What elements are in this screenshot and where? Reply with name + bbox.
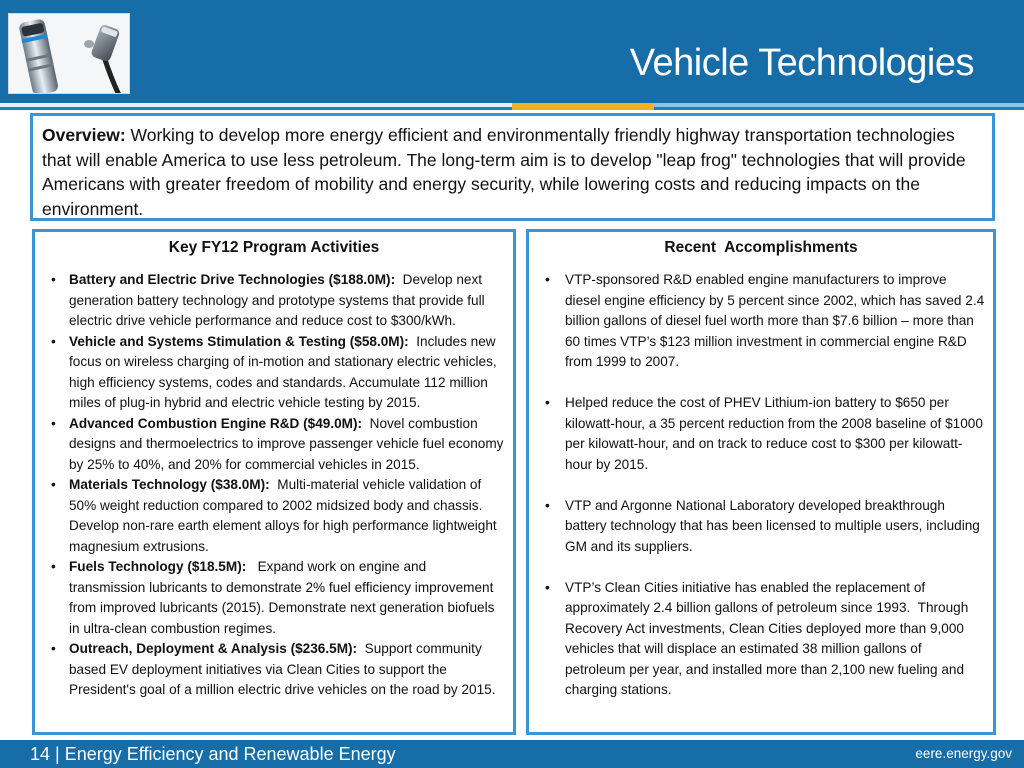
- item-text: Helped reduce the cost of PHEV Lithium-ion battery to $650 per kilowatt-hour, a 35 percent reduction from the 2008 baseline of $1000 per kilowatt-hour, and on track to reduce cost to $300 per kilowatt-hour by 2015.: [565, 395, 983, 472]
- list-item: [43, 414, 505, 476]
- item-text: Develop next generation battery technology and prototype systems that provide full electric drive vehicle performance and reduce cost to $300/kWh.: [69, 272, 485, 328]
- item-title: Vehicle and Systems Stimulation & Testing ($58.0M):: [69, 333, 409, 349]
- item-text: Support community based EV deployment initiatives via Clean Cities to support the President's goal of a million electric drive vehicles on the road by 2015.: [69, 641, 496, 697]
- item-title: Battery and Electric Drive Technologies ($188.0M):: [69, 272, 396, 287]
- bullet-icon: •: [51, 272, 56, 287]
- list-item: [43, 332, 505, 414]
- page-title: Vehicle Technologies: [629, 42, 974, 84]
- list-item: [537, 496, 985, 558]
- accomplishments-panel: [526, 229, 996, 735]
- footer-url[interactable]: eere.energy.gov: [915, 746, 1012, 761]
- item-text: Multi-material vehicle validation of 50% weight reduction compared to 2002 midsized body and chassis. Develop non-rare earth element alloys for high performance lightweight magnesium extrusions.: [69, 477, 497, 554]
- ev-charging-plug-image: [8, 13, 130, 94]
- list-item: [43, 475, 505, 557]
- bullet-icon: •: [545, 272, 550, 287]
- item-text: Includes new focus on wireless charging of in-motion and stationary electric vehicles, high efficiency systems, codes and standards. Accumulate 112 million miles of plug-in hybrid and electric vehicle testing by 2015.: [69, 333, 497, 410]
- list-item: [537, 270, 985, 373]
- page-number: 14: [30, 744, 51, 764]
- list-item: [43, 557, 505, 639]
- header-stripe-gold: [512, 103, 654, 110]
- list-item: [43, 270, 505, 332]
- item-text: Expand work on engine and transmission lubricants to demonstrate 2% fuel efficiency improvement from improved lubricants (2015). Demonstrate next generation biofuels in ultra-clean combustion regimes.: [69, 559, 495, 636]
- item-title: Advanced Combustion Engine R&D ($49.0M):: [69, 415, 363, 431]
- program-activities-heading: Key FY12 Program Activities: [168, 239, 380, 256]
- ev-charging-plug-icon: [9, 14, 130, 94]
- item-title: Materials Technology ($38.0M):: [69, 477, 270, 492]
- footer-left: [30, 742, 396, 766]
- footer-bar: [0, 740, 1024, 768]
- footer-separator: |: [55, 744, 60, 764]
- bullet-icon: •: [51, 477, 56, 492]
- item-title: Fuels Technology ($18.5M):: [69, 559, 247, 574]
- item-text: VTP-sponsored R&D enabled engine manufacturers to improve diesel engine efficiency by 5 percent since 2002, which has saved 2.4 billion gallons of diesel fuel worth more than $7.6 billion – more than 60 times VTP’s $123 million investment in commercial engine R&D from 1999 to 2007.: [565, 272, 985, 369]
- bullet-icon: •: [545, 579, 550, 595]
- bullet-icon: •: [545, 395, 550, 410]
- bullet-icon: •: [545, 497, 550, 513]
- overview-label: Overview:: [42, 125, 126, 145]
- footer-org: Energy Efficiency and Renewable Energy: [64, 744, 396, 764]
- item-title: Outreach, Deployment & Analysis ($236.5M):: [69, 641, 358, 656]
- program-activities-list: [43, 270, 505, 701]
- bullet-icon: •: [51, 641, 56, 656]
- header-stripe-light-left: [0, 103, 512, 107]
- item-text: VTP’s Clean Cities initiative has enabled the replacement of approximately 2.4 billion gallons of petroleum since 1993. Through Recovery Act investments, Clean Cities deployed more than 9,000 vehicles that will displace an estimated 38 million gallons of petroleum per year, and installed more than 2,100 new fueling and charging stations.: [565, 579, 973, 697]
- bullet-icon: •: [51, 415, 56, 431]
- accomplishments-heading: Recent Accomplishments: [664, 239, 858, 256]
- item-text: VTP and Argonne National Laboratory developed breakthrough battery technology that has been licensed to multiple users, including GM and its suppliers.: [565, 497, 980, 554]
- overview-box: [30, 113, 995, 221]
- list-item: [537, 578, 985, 701]
- bullet-icon: •: [51, 333, 56, 349]
- program-activities-panel: [32, 229, 516, 735]
- bullet-icon: •: [51, 559, 56, 574]
- overview-text: Working to develop more energy efficient and environmentally friendly highway transportation technologies that will enable America to use less petroleum. The long-term aim is to develop "leap frog" technologies that will provide Americans with greater freedom of mobility and energy security, while lowering costs and reducing impacts on the environment.: [42, 125, 966, 219]
- list-item: [537, 393, 985, 475]
- item-text: Novel combustion designs and thermoelectrics to improve passenger vehicle fuel economy by 25% to 40%, and 20% for commercial vehicles in 2015.: [69, 415, 504, 472]
- list-item: [43, 639, 505, 701]
- accomplishments-list: [537, 270, 985, 701]
- header-stripe-light-right: [654, 103, 1024, 107]
